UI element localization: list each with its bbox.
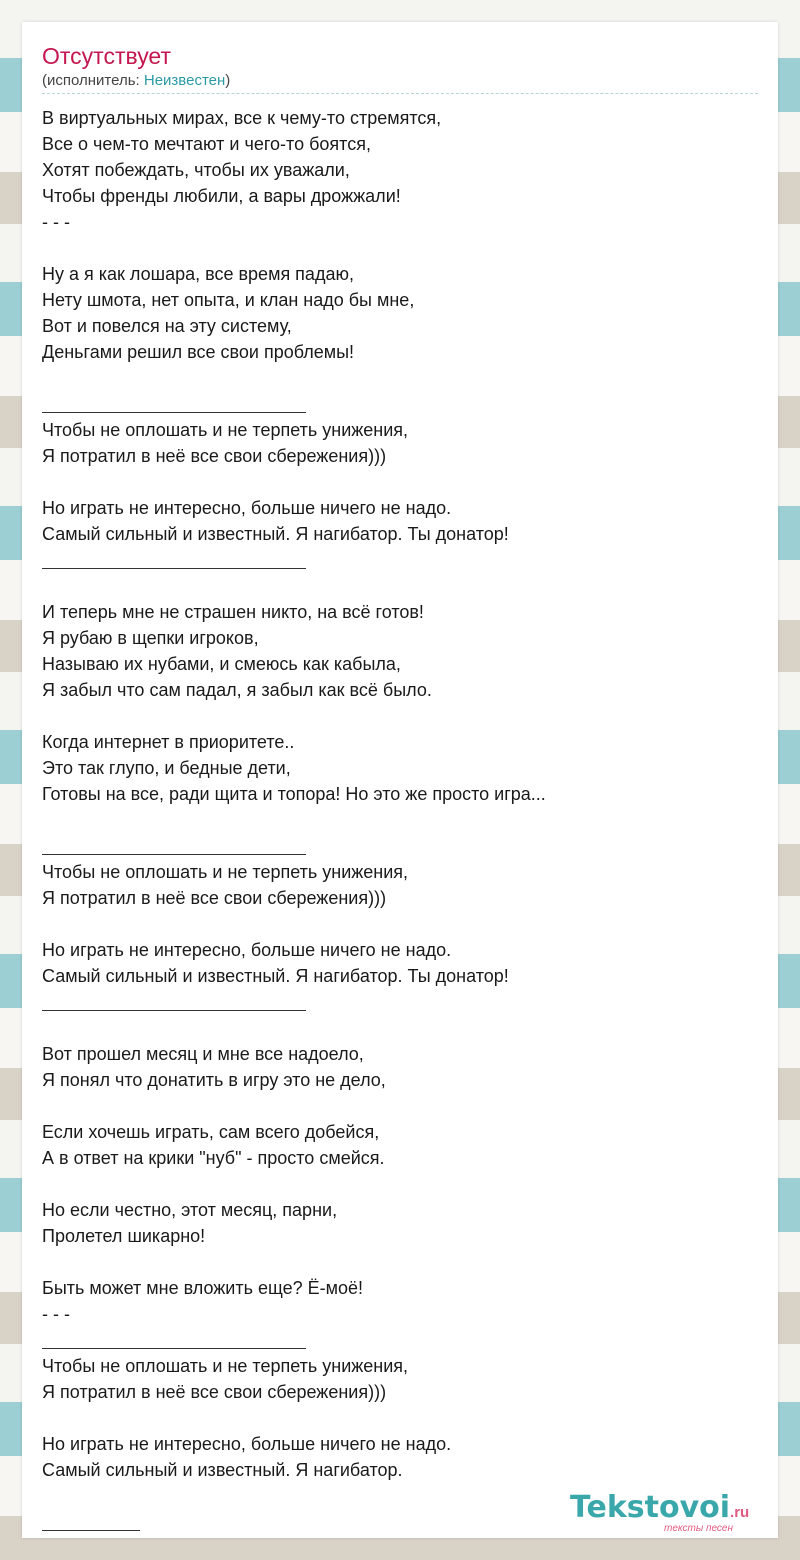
- lyric-line: Когда интернет в приоритете..: [42, 732, 295, 752]
- lyric-line: Это так глупо, и бедные дети,: [42, 758, 291, 778]
- blank-line: [42, 365, 758, 391]
- lyric-line: Я потратил в неё все свои сбережения))): [42, 888, 387, 908]
- song-title: Отсутствует: [42, 43, 171, 69]
- lyric-line: Чтобы не оплошать и не терпеть унижения,: [42, 862, 409, 882]
- separator-rule: [42, 833, 758, 859]
- lyric-line: Чтобы френды любили, а вары дрожжали!: [42, 186, 401, 206]
- lyric-line: Вот прошел месяц и мне все надоело,: [42, 1044, 364, 1064]
- lyric-line: Нету шмота, нет опыта, и клан надо бы мне,: [42, 290, 415, 310]
- lyric-line: Все о чем-то мечтают и чего-то боятся,: [42, 134, 371, 154]
- lyric-line: Но если честно, этот месяц, парни,: [42, 1200, 338, 1220]
- lyric-line: Самый сильный и известный. Я нагибатор. Ты донатор!: [42, 524, 509, 544]
- lyric-line: И теперь мне не страшен никто, на всё готов!: [42, 602, 424, 622]
- artist-suffix: ): [225, 72, 231, 89]
- lyric-line: Я рубаю в щепки игроков,: [42, 628, 259, 648]
- separator-rule: [42, 1327, 758, 1353]
- blank-line: [42, 911, 758, 937]
- blank-line: [42, 703, 758, 729]
- blank-line: [42, 1093, 758, 1119]
- artist-link[interactable]: Неизвестен: [143, 72, 226, 89]
- blank-line: [42, 235, 758, 261]
- lyric-line: Готовы на все, ради щита и топора! Но это же просто игра...: [42, 784, 546, 804]
- lyric-line: Но играть не интересно, больше ничего не надо.: [42, 940, 452, 960]
- blank-line: [42, 1249, 758, 1275]
- lyrics-card: [22, 22, 778, 1538]
- blank-line: [42, 1015, 758, 1041]
- logo-domain: .ru: [730, 1504, 750, 1521]
- separator-rule: [42, 547, 758, 573]
- lyric-line: Но играть не интересно, больше ничего не надо.: [42, 498, 452, 518]
- lyric-line: Самый сильный и известный. Я нагибатор. Ты донатор!: [42, 966, 509, 986]
- logo-tagline: тексты песен: [664, 1523, 733, 1534]
- blank-line: [42, 573, 758, 599]
- lyric-line: Вот и повелся на эту систему,: [42, 316, 292, 336]
- site-logo[interactable]: [570, 1490, 750, 1534]
- lyric-line: Называю их нубами, и смеюсь как кабыла,: [42, 654, 401, 674]
- lyric-line: - - -: [42, 1304, 70, 1324]
- lyric-line: - - -: [42, 212, 70, 232]
- lyric-line: Если хочешь играть, сам всего добейся,: [42, 1122, 380, 1142]
- blank-line: [42, 469, 758, 495]
- lyric-line: Пролетел шикарно!: [42, 1226, 206, 1246]
- title-divider: [42, 93, 758, 94]
- lyric-line: Ну а я как лошара, все время падаю,: [42, 264, 354, 284]
- blank-line: [42, 1171, 758, 1197]
- separator-rule: [42, 989, 758, 1015]
- lyric-line: А в ответ на крики "нуб" - просто смейся.: [42, 1148, 385, 1168]
- artist-prefix: (исполнитель:: [42, 72, 144, 89]
- lyric-line: Я забыл что сам падал, я забыл как всё было.: [42, 680, 432, 700]
- blank-line: [42, 1405, 758, 1431]
- lyric-line: Самый сильный и известный. Я нагибатор.: [42, 1460, 403, 1480]
- separator-rule: [42, 391, 758, 417]
- lyric-line: Чтобы не оплошать и не терпеть унижения,: [42, 1356, 409, 1376]
- lyric-line: Чтобы не оплошать и не терпеть унижения,: [42, 420, 409, 440]
- lyric-line: Деньгами решил все свои проблемы!: [42, 342, 355, 362]
- lyric-line: Но играть не интересно, больше ничего не надо.: [42, 1434, 452, 1454]
- lyric-line: Быть может мне вложить еще? Ё-моё!: [42, 1278, 364, 1298]
- blank-line: [42, 807, 758, 833]
- lyric-line: Хотят побеждать, чтобы их уважали,: [42, 160, 350, 180]
- lyric-line: В виртуальных мирах, все к чему-то стремятся,: [42, 108, 442, 128]
- lyrics-body: [42, 105, 758, 1535]
- lyric-line: Я понял что донатить в игру это не дело,: [42, 1070, 386, 1090]
- logo-name: Tekstovoi: [570, 1490, 731, 1525]
- artist-line: [42, 72, 230, 90]
- lyric-line: Я потратил в неё все свои сбережения))): [42, 446, 387, 466]
- lyric-line: Я потратил в неё все свои сбережения))): [42, 1382, 387, 1402]
